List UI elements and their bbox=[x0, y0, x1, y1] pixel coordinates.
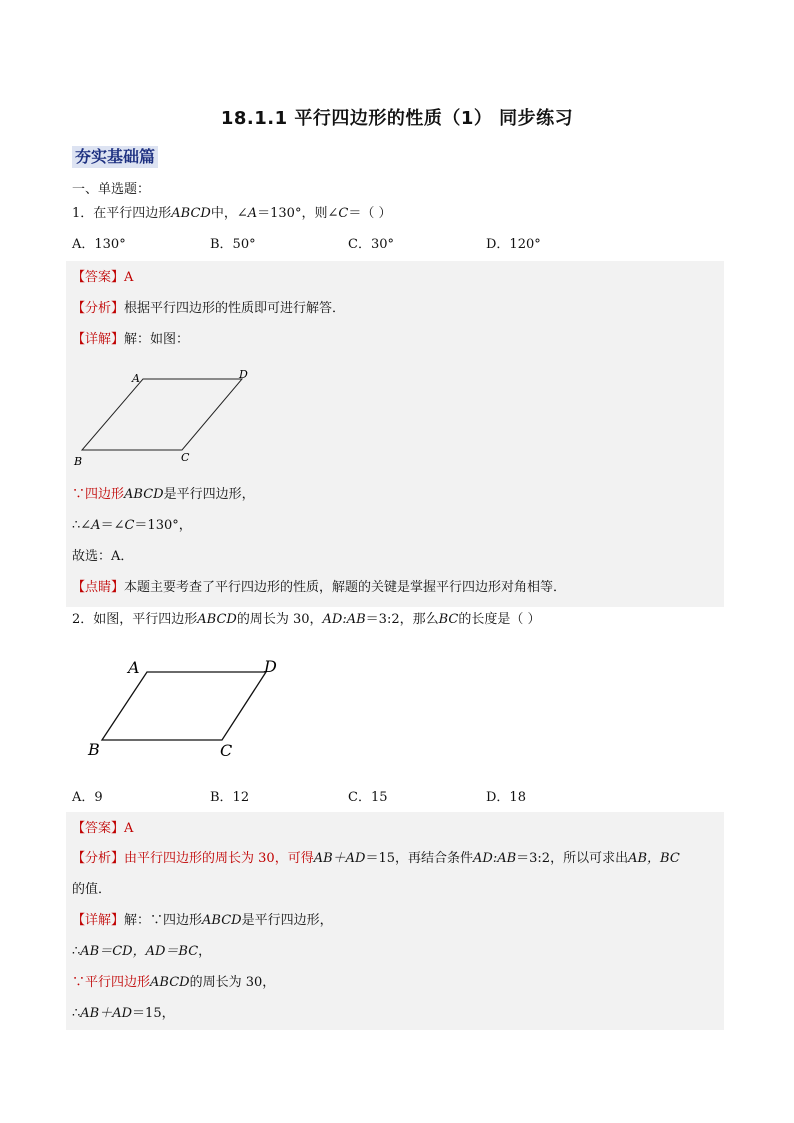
q2-parallelogram-figure bbox=[80, 650, 300, 765]
q2-choice-a: A．9 bbox=[72, 790, 103, 805]
q1-parallelogram bbox=[82, 379, 242, 450]
q1-label-d: D bbox=[239, 368, 248, 381]
q1-parallelogram-figure bbox=[70, 363, 260, 473]
section-heading: 夯实基础篇 bbox=[72, 146, 158, 168]
q1-detail: 【详解】解：如图： bbox=[72, 332, 190, 347]
q2-answer: 【答案】A bbox=[72, 821, 134, 836]
q2-step-2: ∵平行四边形ABCD的周长为 30， bbox=[72, 975, 276, 990]
subsection-heading: 一、单选题： bbox=[72, 182, 151, 197]
q1-label-b: B bbox=[74, 455, 83, 468]
q1-choice-a: A．130° bbox=[72, 237, 126, 252]
q2-step-3: ∴AB＋AD＝15， bbox=[72, 1006, 175, 1021]
question-1-stem: 1．在平行四边形ABCD中，∠A＝130°，则∠C＝（ ） bbox=[72, 206, 392, 221]
q2-label-d: D bbox=[264, 657, 277, 676]
q2-choice-c: C．15 bbox=[348, 790, 388, 805]
q2-step-1: ∴AB＝CD，AD＝BC， bbox=[72, 944, 212, 959]
q1-label-c: C bbox=[181, 451, 190, 464]
q2-label-a: A bbox=[128, 658, 140, 677]
q1-label-a: A bbox=[132, 372, 140, 385]
q1-choice-c: C．30° bbox=[348, 237, 394, 252]
q2-label-c: C bbox=[220, 741, 233, 760]
q1-answer: 【答案】A bbox=[72, 270, 134, 285]
q1-choice-b: B．50° bbox=[210, 237, 256, 252]
q2-label-b: B bbox=[88, 740, 100, 759]
q2-detail: 【详解】解：∵四边形ABCD是平行四边形， bbox=[72, 913, 333, 928]
q1-step-2: ∴∠A＝∠C＝130°， bbox=[72, 518, 192, 533]
q2-parallelogram bbox=[102, 672, 266, 740]
q1-step-1: ∵四边形ABCD是平行四边形， bbox=[72, 487, 255, 502]
q1-comment: 【点睛】本题主要考查了平行四边形的性质，解题的关键是掌握平行四边形对角相等． bbox=[72, 580, 567, 595]
q1-choice-d: D．120° bbox=[486, 237, 541, 252]
q2-analysis: 【分析】由平行四边形的周长为 30，可得AB＋AD＝15，再结合条件AD:AB＝3:2，所以可求出AB，BC bbox=[72, 851, 680, 866]
page-title: 18.1.1 平行四边形的性质（1） 同步练习 bbox=[220, 108, 574, 129]
question-2-stem: 2．如图，平行四边形ABCD的周长为 30，AD:AB＝3:2，那么BC的长度是（ ） bbox=[72, 612, 541, 627]
q2-analysis-cont: 的值． bbox=[72, 882, 112, 897]
q1-analysis: 【分析】根据平行四边形的性质即可进行解答． bbox=[72, 301, 346, 316]
q2-choice-b: B．12 bbox=[210, 790, 250, 805]
q2-choice-d: D．18 bbox=[486, 790, 526, 805]
q1-step-3: 故选：A． bbox=[72, 549, 134, 564]
